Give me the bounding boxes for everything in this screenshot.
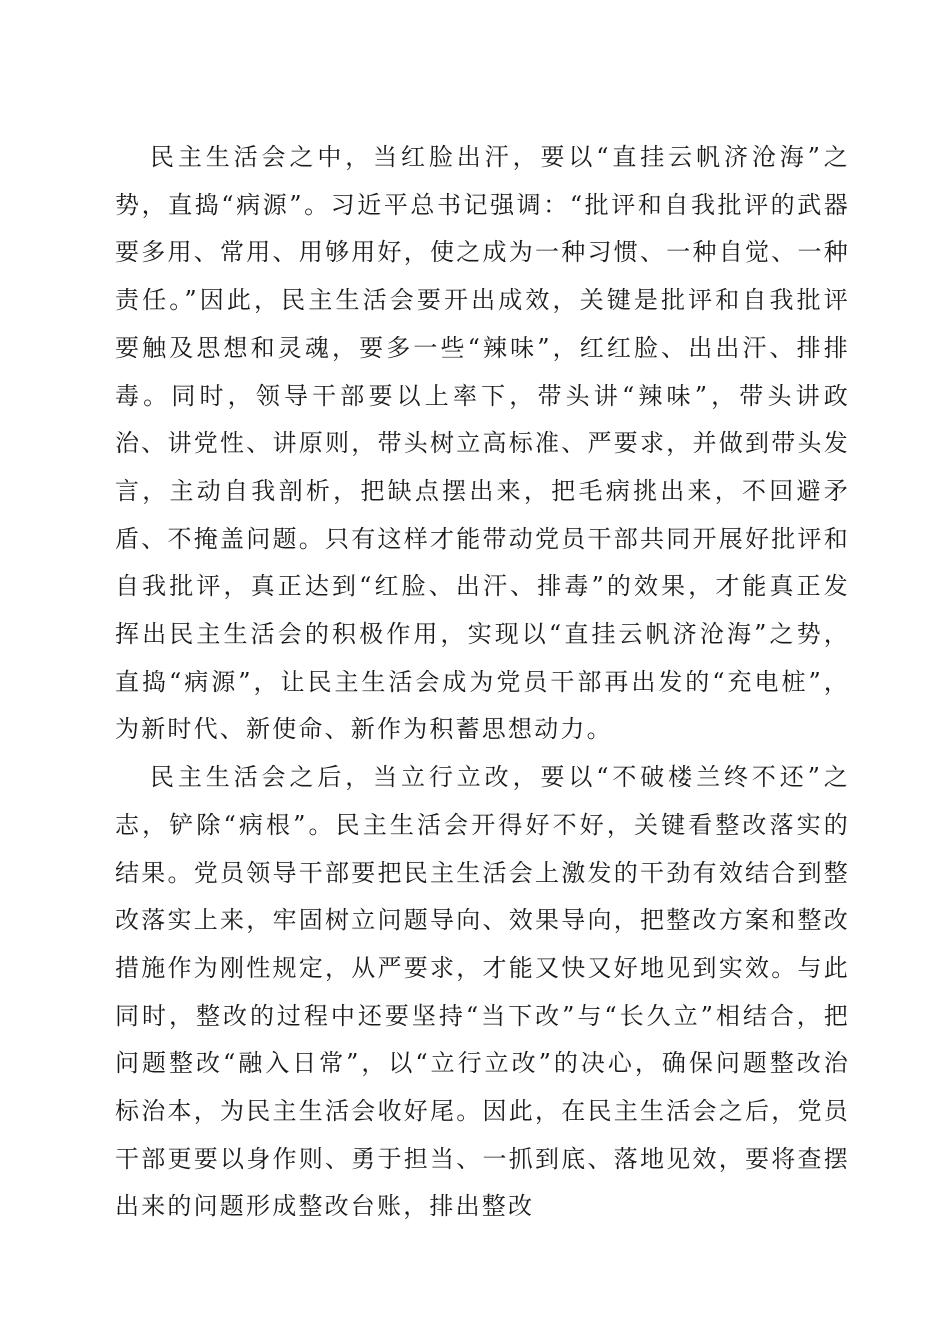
paragraph-during-meeting: 民主生活会之中，当红脸出汗，要以“直挂云帆济沧海”之势，直捣“病源”。习近平总书记强调：“批评和自我批评的武器要多用、常用、用够用好，使之成为一种习惯、一种自觉、一种责任。”因此，民主生活会要开出成效，关键是批评和自我批评要触及思想和灵魂，要多一些“辣味”，红红脸、出出汗、排排毒。同时，领导干部要以上率下，带头讲“辣味”，带头讲政治、讲党性、讲原则，带头树立高标准、严要求，并做到带头发言，主动自我剖析，把缺点摆出来，把毛病挑出来，不回避矛盾、不掩盖问题。只有这样才能带动党员干部共同开展好批评和自我批评，真正达到“红脸、出汗、排毒”的效果，才能真正发挥出民主生活会的积极作用，实现以“直挂云帆济沧海”之势，直捣“病源”，让民主生活会成为党员干部再出发的“充电桩”，为新时代、新使命、新作为积蓄思想动力。	[115, 143, 850, 744]
document-body	[115, 134, 850, 1231]
paragraph-after-meeting: 民主生活会之后，当立行立改，要以“不破楼兰终不还”之志，铲除“病根”。民主生活会开得好不好，关键看整改落实的结果。党员领导干部要把民主生活会上激发的干劲有效结合到整改落实上来，牢固树立问题导向、效果导向，把整改方案和整改措施作为刚性规定，从严要求，才能又快又好地见到实效。与此同时，整改的过程中还要坚持“当下改”与“长久立”相结合，把问题整改“融入日常”，以“立行立改”的决心，确保问题整改治标治本，为民主生活会收好尾。因此，在民主生活会之后，党员干部更要以身作则、勇于担当、一抓到底、落地见效，要将查摆出来的问题形成整改台账，排出整改	[115, 763, 850, 1221]
